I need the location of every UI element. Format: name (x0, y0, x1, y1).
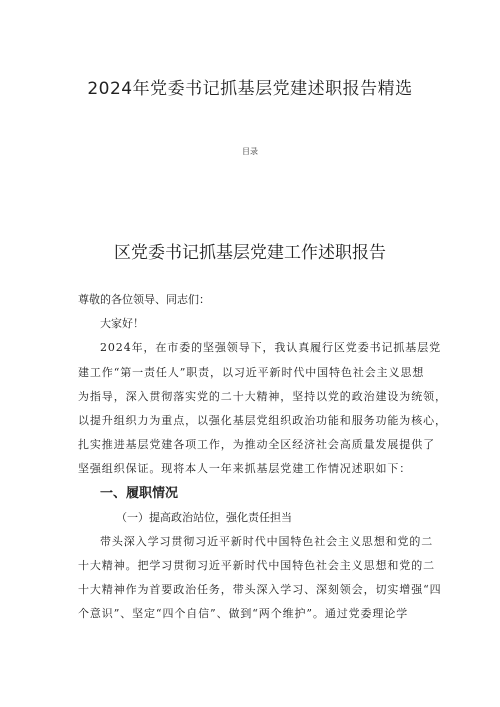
section-line: 十大精神。把学习贯彻习近平新时代中国特色社会主义思想和党的二 (78, 558, 435, 572)
section-line: 十大精神作为首要政治任务，带头深入学习、深刻领会，切实增强“四 (78, 583, 442, 597)
subsection-heading: （一）提高政治站位，强化责任担当 (116, 510, 292, 524)
intro-line: 坚强组织保证。现将本人一年来抓基层党建工作情况述职如下： (78, 462, 412, 476)
table-of-contents-label: 目录 (242, 147, 258, 156)
report-body (78, 288, 447, 626)
section-line: 个意识”、坚定“四个自信”、做到“两个维护”。通过党委理论学 (78, 607, 409, 621)
intro-line: 建工作“第一责任人”职责，以习近平新时代中国特色社会主义思想 (78, 365, 425, 379)
intro-line: 2024年，在市委的坚强领导下，我认真履行区党委书记抓基层党 (100, 341, 441, 355)
salutation: 大家好！ (100, 317, 144, 331)
intro-line: 为指导，深入贯彻落实党的二十大精神，坚持以党的政治建设为统领， (78, 389, 447, 403)
greeting: 尊敬的各位领导、同志们： (78, 293, 210, 306)
section-heading: 一、履职情况 (100, 485, 179, 501)
document-title: 2024年党委书记抓基层党建述职报告精选 (87, 79, 413, 99)
section-line: 带头深入学习贯彻习近平新时代中国特色社会主义思想和党的二 (100, 534, 434, 548)
report-title: 区党委书记抓基层党建工作述职报告 (114, 243, 386, 263)
intro-line: 以提升组织力为重点，以强化基层党组织政治功能和服务功能为核心， (78, 414, 447, 428)
intro-line: 扎实推进基层党建各项工作，为推动全区经济社会高质量发展提供了 (78, 438, 435, 452)
